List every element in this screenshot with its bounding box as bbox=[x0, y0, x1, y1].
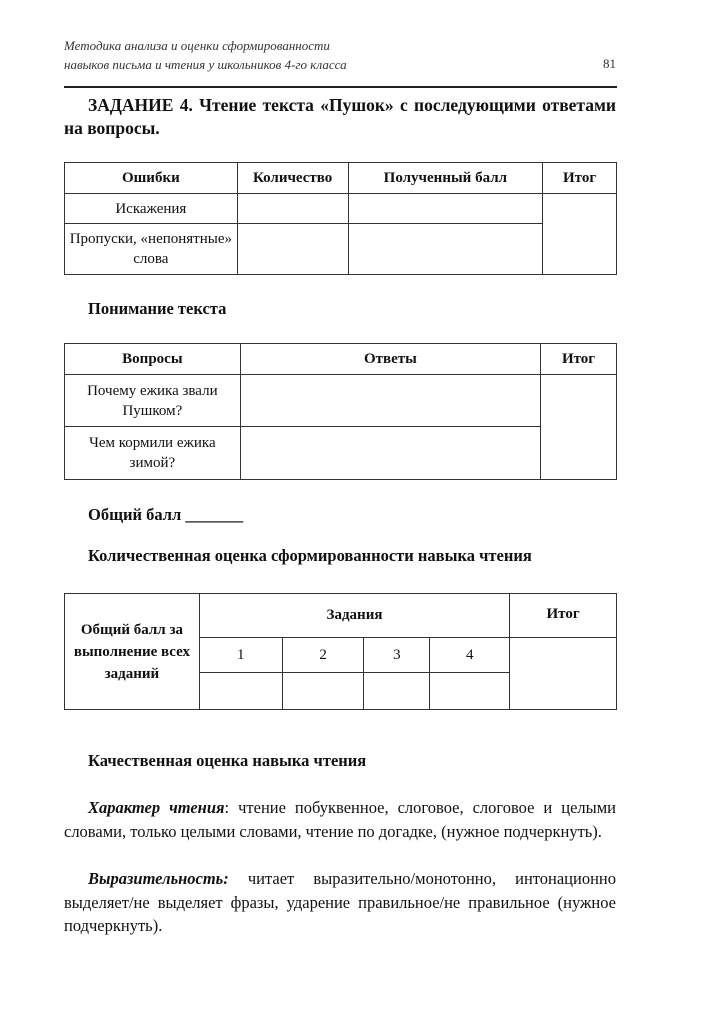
running-header-line2: навыков письма и чтения у школьников 4-го класса bbox=[64, 57, 347, 72]
header-tasks: Задания bbox=[199, 594, 509, 638]
count-cell[interactable] bbox=[237, 194, 348, 224]
answer-cell[interactable] bbox=[240, 427, 540, 480]
header-errors: Ошибки bbox=[65, 163, 238, 194]
row-label-total: Общий балл за выполнение всех заданий bbox=[65, 594, 200, 710]
row-label-distortions: Искажения bbox=[65, 194, 238, 224]
term: Характер чтения bbox=[88, 798, 225, 817]
total-cell[interactable] bbox=[541, 375, 617, 480]
expressiveness-paragraph bbox=[64, 867, 616, 938]
errors-table bbox=[64, 162, 617, 275]
header-total: Итог bbox=[543, 163, 617, 194]
paragraph-text: читает выразительно/монотонно, интонационно выделяет/не выделяет фразы, ударение правильное/не правильное (нужное подчеркнуть). bbox=[64, 869, 616, 935]
count-cell[interactable] bbox=[237, 224, 348, 275]
comprehension-heading: Понимание текста bbox=[88, 299, 227, 318]
page-number: 81 bbox=[603, 56, 616, 71]
total-score-line: Общий балл _______ bbox=[88, 505, 244, 524]
score-cell[interactable] bbox=[348, 194, 543, 224]
score-cell[interactable] bbox=[348, 224, 543, 275]
header-total: Итог bbox=[541, 344, 617, 375]
task-number: 2 bbox=[282, 638, 364, 673]
header-total: Итог bbox=[510, 594, 617, 638]
questions-table bbox=[64, 343, 617, 480]
question-2: Чем кормили ежика зимой? bbox=[65, 427, 241, 480]
task-number: 1 bbox=[199, 638, 282, 673]
task-title: ЗАДАНИЕ 4. Чтение текста «Пушок» с последующими ответами на вопросы. bbox=[64, 95, 616, 138]
task-score-cell[interactable] bbox=[199, 673, 282, 710]
header-answers: Ответы bbox=[240, 344, 540, 375]
paragraph-text: : чтение побуквенное, слоговое, слоговое и целыми словами, только целыми словами, чтение по догадке, (нужное подчеркнуть). bbox=[64, 798, 617, 841]
reading-character-paragraph bbox=[64, 796, 616, 843]
running-header-line1: Методика анализа и оценки сформированности bbox=[64, 38, 330, 53]
quantitative-heading: Количественная оценка сформированности навыка чтения bbox=[88, 546, 532, 565]
qualitative-heading: Качественная оценка навыка чтения bbox=[88, 751, 367, 770]
term: Выразительность: bbox=[88, 869, 229, 888]
header-questions: Вопросы bbox=[65, 344, 241, 375]
total-cell[interactable] bbox=[543, 194, 617, 275]
task-score-cell[interactable] bbox=[282, 673, 364, 710]
score-table bbox=[64, 593, 617, 710]
answer-cell[interactable] bbox=[240, 375, 540, 427]
task-score-cell[interactable] bbox=[364, 673, 430, 710]
header-score: Полученный балл bbox=[348, 163, 543, 194]
header-rule bbox=[64, 86, 617, 88]
task-number: 3 bbox=[364, 638, 430, 673]
header-count: Количество bbox=[237, 163, 348, 194]
question-1: Почему ежика звали Пушком? bbox=[65, 375, 241, 427]
row-label-omissions: Пропуски, «непонятные» слова bbox=[65, 224, 238, 275]
task-number: 4 bbox=[430, 638, 510, 673]
task-score-cell[interactable] bbox=[430, 673, 510, 710]
total-cell[interactable] bbox=[510, 638, 617, 710]
